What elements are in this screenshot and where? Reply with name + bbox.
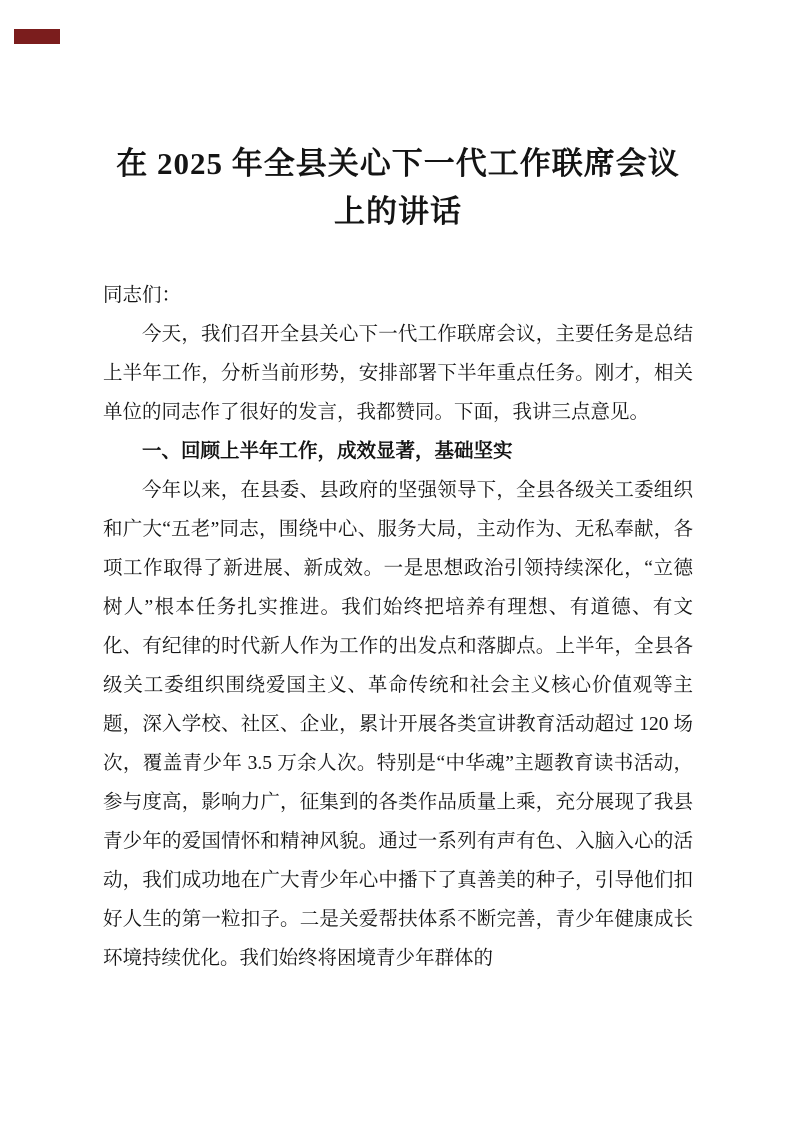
paragraph-intro: 今天，我们召开全县关心下一代工作联席会议，主要任务是总结上半年工作，分析当前形势，安排部署下半年重点任务。刚才，相关单位的同志作了很好的发言，我都赞同。下面，我讲三点意见。 [103, 324, 693, 424]
paragraph-salutation: 同志们： [103, 285, 182, 307]
corner-watermark-block [14, 29, 60, 44]
section-heading: 一、回顾上半年工作，成效显著，基础坚实 [142, 441, 513, 463]
document-content [103, 0, 693, 978]
document-body [103, 276, 693, 978]
document-title: 在 2025 年全县关心下一代工作联席会议上的讲话 [116, 146, 680, 230]
paragraph-body: 今年以来，在县委、县政府的坚强领导下，全县各级关工委组织和广大“五老”同志，围绕中心、服务大局，主动作为、无私奉献，各项工作取得了新进展、新成效。一是思想政治引领持续深化，“立德树人”根本任务扎实推进。我们始终把培养有理想、有道德、有文化、有纪律的时代新人作为工作的出发点和落脚点。上半年，全县各级关工委组织围绕爱国主义、革命传统和社会主义核心价值观等主题，深入学校、社区、企业，累计开展各类宣讲教育活动超过 120 场次，覆盖青少年 3.5 万余人次。特别是“中华魂”主题教育读书活动，参与度高，影响力广，征集到的各类作品质量上乘，充分展现了我县青少年的爱国情怀和精神风貌。通过一系列有声有色、入脑入心的活动，我们成功地在广大青少年心中播下了真善美的种子，引导他们扣好人生的第一粒扣子。二是关爱帮扶体系不断完善，青少年健康成长环境持续优化。我们始终将困境青少年群体的 [103, 480, 693, 970]
